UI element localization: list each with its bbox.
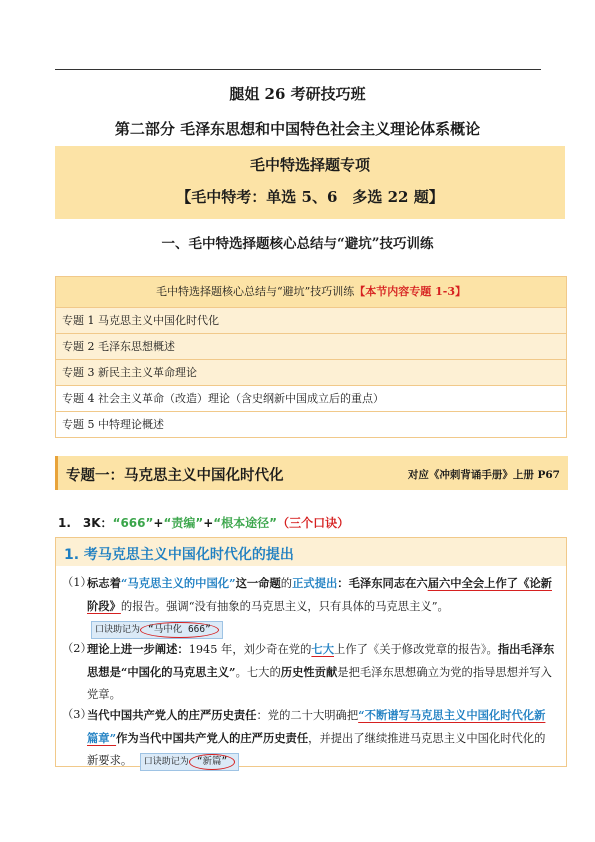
mnemonic-line bbox=[58, 514, 349, 531]
table-row: 专题 5 中特理论概述 bbox=[56, 412, 566, 437]
content-box-title: 1. 考马克思主义中国化时代化的提出 bbox=[64, 547, 294, 563]
banner-title: 毛中特选择题专项 bbox=[249, 156, 370, 174]
table-row: 专题 3 新民主主义革命理论 bbox=[56, 360, 566, 386]
mnemonic-tag bbox=[140, 753, 239, 771]
mnemonic-circled: “马中化 666” bbox=[140, 622, 219, 638]
p2-keyword: 七大 bbox=[311, 642, 335, 656]
mnemonic-plus: + bbox=[203, 516, 214, 530]
topic-heading-bar bbox=[55, 456, 568, 490]
mnemonic-k3: “根本途径” bbox=[213, 516, 278, 530]
p3-text-b: ：党的二十大明确把 bbox=[256, 709, 359, 722]
p1-underlined: 届六中全会上作了《论新阶段》 bbox=[87, 576, 552, 613]
p1-keyword-2: 正式提出 bbox=[292, 576, 338, 590]
mnemonic-circled: “新篇” bbox=[189, 754, 235, 770]
mnemonic-plus: + bbox=[153, 516, 164, 530]
p2-text-b: 1945 年，刘少奇在党的 bbox=[188, 643, 312, 656]
p2-text-a: 理论上进一步阐述： bbox=[87, 642, 189, 656]
table-row: 专题 2 毛泽东思想概述 bbox=[56, 334, 566, 360]
table-row: 专题 4 社会主义革命（改造）理论（含史纲新中国成立后的重点） bbox=[56, 386, 566, 412]
paragraph-1 bbox=[62, 572, 556, 640]
topic-banner bbox=[55, 146, 565, 219]
p3-text-d: 作为当代中国共产党人的庄严历史责任 bbox=[116, 731, 309, 745]
mnemonic-tag-label: 口诀助记为 bbox=[143, 757, 189, 767]
paragraph-number: （1） bbox=[62, 576, 92, 589]
p1-text-a: 标志着 bbox=[87, 576, 121, 590]
mnemonic-k1: “666” bbox=[112, 516, 154, 530]
banner-exam-info: 【毛中特考：单选 5、6 多选 22 题】 bbox=[176, 188, 444, 206]
p2-text-d: 上作了《关于修改党章的报告》。 bbox=[334, 643, 498, 656]
top-rule bbox=[55, 69, 541, 70]
section-heading: 一、毛中特选择题核心总结与“避坑”技巧训练 bbox=[161, 236, 434, 252]
paragraph-3 bbox=[62, 704, 556, 772]
mnemonic-tag-label: 口诀助记为 bbox=[95, 625, 141, 635]
content-box-header bbox=[56, 538, 566, 566]
p3-text-a: 当代中国共产党人的庄严历史责任 bbox=[87, 708, 257, 722]
p1-text-h: 的报告。强调“没有抽象的马克思主义，只有具体的马克思主义”。 bbox=[120, 600, 449, 613]
p3-keyword: “不断谱写马克思主义中国化时代化新篇章” bbox=[87, 708, 546, 745]
p3-text-e: ，并提出了继续推进马克思主义中国化时代化的新要求。 bbox=[87, 732, 546, 767]
p1-text-d: 的 bbox=[280, 577, 293, 590]
p1-text-c: 这一命题 bbox=[235, 576, 281, 590]
mnemonic-prefix: 1. 3K： bbox=[58, 516, 113, 530]
p2-text-e: 指出毛泽东思想是“中国化的马克思主义” bbox=[87, 642, 555, 679]
content-box bbox=[55, 537, 567, 767]
p1-text-f: ：毛泽东同志在六 bbox=[337, 576, 428, 590]
document-subtitle: 第二部分 毛泽东思想和中国特色社会主义理论体系概论 bbox=[114, 120, 481, 138]
topic-table-header-text: 毛中特选择题核心总结与“避坑”技巧训练 bbox=[156, 285, 355, 298]
paragraph-2 bbox=[62, 638, 556, 706]
topic-table bbox=[55, 276, 567, 438]
table-row: 专题 1 马克思主义中国化时代化 bbox=[56, 308, 566, 334]
p1-keyword: “马克思主义的中国化” bbox=[120, 576, 236, 590]
p2-text-h: 是把毛泽东思想确立为党的指导思想并写入党章。 bbox=[87, 666, 552, 701]
topic-table-header bbox=[56, 277, 566, 308]
p2-text-f: 。七大的 bbox=[235, 666, 281, 679]
mnemonic-tag bbox=[91, 621, 223, 639]
document-title: 腿姐 26 考研技巧班 bbox=[229, 85, 366, 103]
topic-reference: 对应《冲刺背诵手册》上册 P67 bbox=[407, 469, 560, 481]
topic-table-header-highlight: 【本节内容专题 1-3】 bbox=[354, 285, 466, 298]
paragraph-number: （3） bbox=[62, 708, 92, 721]
mnemonic-k2: “责编” bbox=[163, 516, 204, 530]
p2-text-g: 历史性贡献 bbox=[280, 665, 338, 679]
topic-title: 专题一：马克思主义中国化时代化 bbox=[66, 467, 284, 484]
mnemonic-suffix: （三个口诀） bbox=[277, 516, 350, 530]
paragraph-number: （2） bbox=[62, 642, 92, 655]
